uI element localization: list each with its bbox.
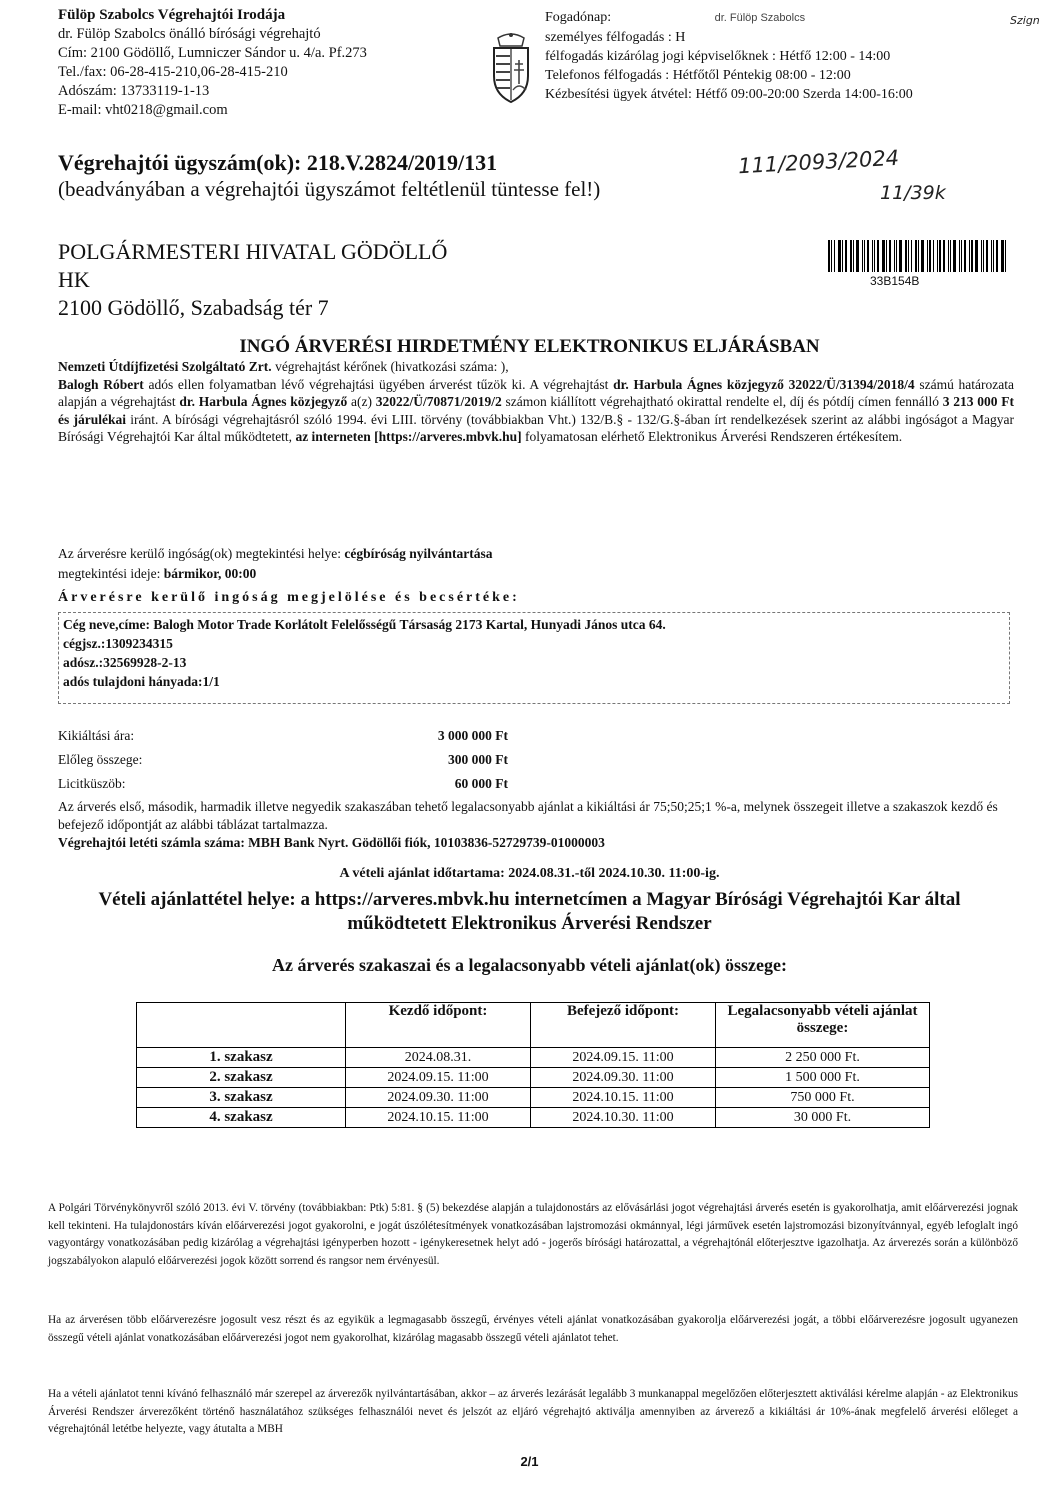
table-cell: 2024.09.30. 11:00: [531, 1068, 716, 1088]
item-taxnumber: adósz.:32569928-2-13: [63, 655, 187, 670]
reception-title: Fogadónap:: [545, 10, 612, 25]
coat-of-arms-icon: [488, 30, 534, 104]
bailiff-name: dr. Fülöp Szabolcs önálló bírósági végrehajtó: [58, 26, 321, 42]
case-number: Végrehajtói ügyszám(ok): 218.V.2824/2019/131: [58, 150, 498, 175]
intro-text: folyamatosan elérhető Elektronikus Árverési Rendszeren értékesítem.: [521, 429, 903, 444]
document-title: INGÓ ÁRVERÉSI HIRDETMÉNY ELEKTRONIKUS ELJÁRÁSBAN: [239, 336, 820, 357]
legal-paragraph-1: A Polgári Törvénykönyvről szóló 2013. évi V. törvény (továbbiakban: Ptk) 5:81. § (5) bekezdése alapján a tulajdonostárs az elővásárlási jogot végrehajtási árverés esetén is gyakorolhatja, amit előárverezési jognak kell tekinteni. Ha tulajdonostárs kíván előárverezési jogot gyakorolni, e jogát úszólétesítmények vonatkozásában lajstromozási okmánnyal, légi járművek esetén lajstromozási bizonyítvánnyal, egyéb lefoglalt ingó vagyontárgy vonatkozásában pedig kizárólag a végrehajtási igényperben hozott - igénykeresetnek helyt adó - jogerős bírósági határozattal, a végrehajtónál előterjesztve igazolhatja. Az árverezés során a különböző jogszabályokon alapuló előárverezési jogok között sorrend és rangsor nem érvényesül.: [48, 1202, 1018, 1267]
items-heading: Árverésre kerülő ingóság megjelölése és becsértéke:: [58, 590, 520, 605]
table-cell: 1. szakasz: [137, 1048, 346, 1068]
table-cell: 2024.08.31.: [346, 1048, 531, 1068]
recipient-line2: HK: [58, 267, 90, 292]
bid-step-value: 60 000 Ft: [454, 776, 508, 791]
creditor-name: Nemzeti Útdíjfizetési Szolgáltató Zrt.: [58, 359, 272, 374]
inspection-time-value: bármikor, 00:00: [163, 566, 257, 581]
legal-paragraph-2: Ha az árverésen több előárverezésre jogosult vesz részt és az egyikük a legmagasabb összegű, érvényes vételi ajánlat vonatkozásában gyakorolja előárverezési jogát, a többi előárverezésre jogosult ugyanezen összegű vételi ajánlat vonatkozásában előárverezési jogot nem gyakorolhat, kizárólag magasabb összegű vételi ajánlatot tehet.: [48, 1314, 1018, 1344]
claim-amount: 3 213 000 Ft és járulékai: [58, 394, 1014, 427]
item-ownership: adós tulajdoni hányada:1/1: [63, 674, 220, 689]
intro-text: számú határozata alapján a végrehajtást: [58, 376, 1014, 409]
offer-period: A vételi ajánlat időtartama: 2024.08.31.-től 2024.10.30. 11:00-ig.: [339, 866, 720, 881]
offer-place-line1: Vételi ajánlattétel helye: a https://arveres.mbvk.hu internetcímen a Magyar Bírósági Végrehajtói Kar által: [98, 889, 961, 910]
legal-paragraph-3: Ha a vételi ajánlatot tenni kívánó felhasználó már szerepel az árverezők nyilvántartásában, akkor – az árverés lezárását legalább 3 munkanappal megelőzően előterjesztett aktiválási kérelme alapján - az Elektronikus Árverési Rendszer árverezőként történő használatához szükséges felhasználói nevet és jelszót az eljáró végrehajtó aktiválja amennyiben az árverező a kikiáltási ár 10%-ának megfelelő árverési előleget a végrehajtónál letétbe helyezte, vagy átutalta a MBH: [48, 1388, 1018, 1435]
offer-place: [0, 888, 1059, 936]
notary-name: dr. Harbula Ágnes közjegyző: [179, 394, 348, 409]
table-cell: 2024.10.15. 11:00: [346, 1108, 531, 1128]
page-number: 2/1: [520, 1454, 539, 1469]
case-note: (beadványában a végrehajtói ügyszámot feltétlenül tüntesse fel!): [58, 177, 601, 201]
notary-ref-1: dr. Harbula Ágnes közjegyző 32022/Ü/31394/2018/4: [613, 376, 915, 392]
intro-text: számon kiállított végrehajtható okirattal rendelte el, díj és pótdíj címen fennálló: [501, 394, 943, 409]
table-cell: 2024.09.30. 11:00: [346, 1088, 531, 1108]
price-list: [58, 724, 508, 796]
reception-legal: félfogadás kizárólag jogi képviselőknek : Hétfő 12:00 - 14:00: [545, 49, 891, 64]
intro-text: a(z): [347, 394, 376, 409]
table-cell: 2 250 000 Ft.: [716, 1048, 930, 1068]
table-header: [137, 1003, 346, 1048]
start-price-value: 3 000 000 Ft: [437, 728, 508, 743]
deposit-label: Előleg összege:: [58, 752, 143, 767]
intro-text: végrehajtást kérőnek (hivatkozási száma: ),: [271, 359, 509, 374]
inspection-time-label: megtekintési ideje:: [58, 566, 164, 581]
table-cell: 750 000 Ft.: [716, 1088, 930, 1108]
table-cell: 4. szakasz: [137, 1108, 346, 1128]
inspection-place-value: cégbíróság nyilvántartása: [344, 546, 493, 561]
table-cell: 1 500 000 Ft.: [716, 1068, 930, 1088]
recipient-line1: POLGÁRMESTERI HIVATAL GÖDÖLLŐ: [58, 239, 448, 264]
office-phone: Tel./fax: 06-28-415-210,06-28-415-210: [58, 64, 288, 80]
intro-text: iránt. A bírósági végrehajtásról szóló 1994. évi LIII. törvény (továbbiakban Vht.) 132/B.§ - 132/G.§-ában írt rendelkezések szerint az alábbi ingóságot a Magyar Bírósági Végrehajtói Kar által működtetett,: [58, 411, 1014, 444]
table-row: [137, 1068, 930, 1088]
item-registry: cégjsz.:1309234315: [63, 636, 173, 651]
handwritten-registry-number: 111/2093/2024: [737, 145, 900, 179]
intro-text: adós ellen folyamatban lévő végrehajtási ügyében árverést tűzök ki. A végrehajtást: [143, 376, 614, 392]
escrow-account: Végrehajtói letéti számla száma: MBH Bank Nyrt. Gödöllői fiók, 10103836-52729739-01000003: [58, 835, 605, 850]
table-cell: 2024.09.15. 11:00: [531, 1048, 716, 1068]
offer-place-line2: működtetett Elektronikus Árverési Rendszer: [347, 913, 712, 934]
barcode-text: 33B154B: [870, 274, 920, 288]
phase-text: Az árverés első, második, harmadik illetve negyedik szakaszában tehető legalacsonyabb ajánlat a kikiáltási ár 75;50;25;1 %-a, melynek összegeit illetve a szakaszok kezdő és befejező időpontját az alábbi táblázat tartalmazza.: [58, 799, 998, 832]
table-header: Befejező időpont:: [531, 1003, 716, 1048]
item-description: [58, 612, 1010, 704]
office-address: Cím: 2100 Gödöllő, Lumniczer Sándor u. 4/a. Pf.273: [58, 45, 367, 61]
table-row: [137, 1088, 930, 1108]
table-row: [137, 1048, 930, 1068]
corner-signature: Szign: [1010, 14, 1040, 27]
office-header: [58, 6, 478, 120]
office-email: E-mail: vht0218@gmail.com: [58, 102, 228, 118]
table-header: Kezdő időpont:: [346, 1003, 531, 1048]
table-header-row: [137, 1003, 930, 1048]
handwritten-reference: 11/39k: [880, 182, 946, 204]
case-block: [58, 150, 600, 202]
start-price-label: Kikiáltási ára:: [58, 728, 135, 743]
intro-paragraph: [58, 358, 1014, 446]
phase-explanation: [58, 798, 1018, 852]
reception-delivery: Kézbesítési ügyek átvétel: Hétfő 09:00-20:00 Szerda 14:00-16:00: [545, 87, 913, 102]
reception-personal: személyes félfogadás : H: [545, 30, 686, 45]
reception-hours: [545, 8, 1015, 104]
phase-table-title: Az árverés szakaszai és a legalacsonyabb vételi ajánlat(ok) összege:: [272, 955, 787, 975]
auction-url[interactable]: az interneten [https://arveres.mbvk.hu]: [295, 429, 522, 444]
inspection-info: [58, 544, 493, 584]
inspection-place-label: Az árverésre kerülő ingóság(ok) megtekintési helye:: [58, 546, 345, 561]
office-tax: Adószám: 13733119-1-13: [58, 83, 210, 99]
phase-table: [136, 1002, 930, 1128]
table-cell: 2024.10.15. 11:00: [531, 1088, 716, 1108]
table-cell: 2024.09.15. 11:00: [346, 1068, 531, 1088]
office-name: Fülöp Szabolcs Végrehajtói Irodája: [58, 7, 286, 23]
deposit-value: 300 000 Ft: [448, 752, 508, 767]
table-cell: 3. szakasz: [137, 1088, 346, 1108]
table-cell: 30 000 Ft.: [716, 1108, 930, 1128]
recipient-address: [58, 238, 447, 322]
recipient-line3: 2100 Gödöllő, Szabadság tér 7: [58, 295, 329, 320]
table-cell: 2. szakasz: [137, 1068, 346, 1088]
table-cell: 2024.10.30. 11:00: [531, 1108, 716, 1128]
stamp-name: dr. Fülöp Szabolcs: [714, 12, 806, 24]
reception-phone: Telefonos félfogadás : Hétfőtől Péntekig 08:00 - 12:00: [545, 68, 851, 83]
notary-ref-2: 32022/Ü/70871/2019/2: [375, 394, 502, 409]
barcode: [828, 240, 1008, 272]
bid-step-label: Licitküszöb:: [58, 776, 126, 791]
table-header: Legalacsonyabb vételi ajánlat összege:: [716, 1003, 930, 1048]
item-company: Cég neve,címe: Balogh Motor Trade Korlátolt Felelősségű Társaság 2173 Kartal, Hunyadi János utca 64.: [63, 617, 666, 632]
debtor-name: Balogh Róbert: [58, 376, 144, 392]
table-row: [137, 1108, 930, 1128]
